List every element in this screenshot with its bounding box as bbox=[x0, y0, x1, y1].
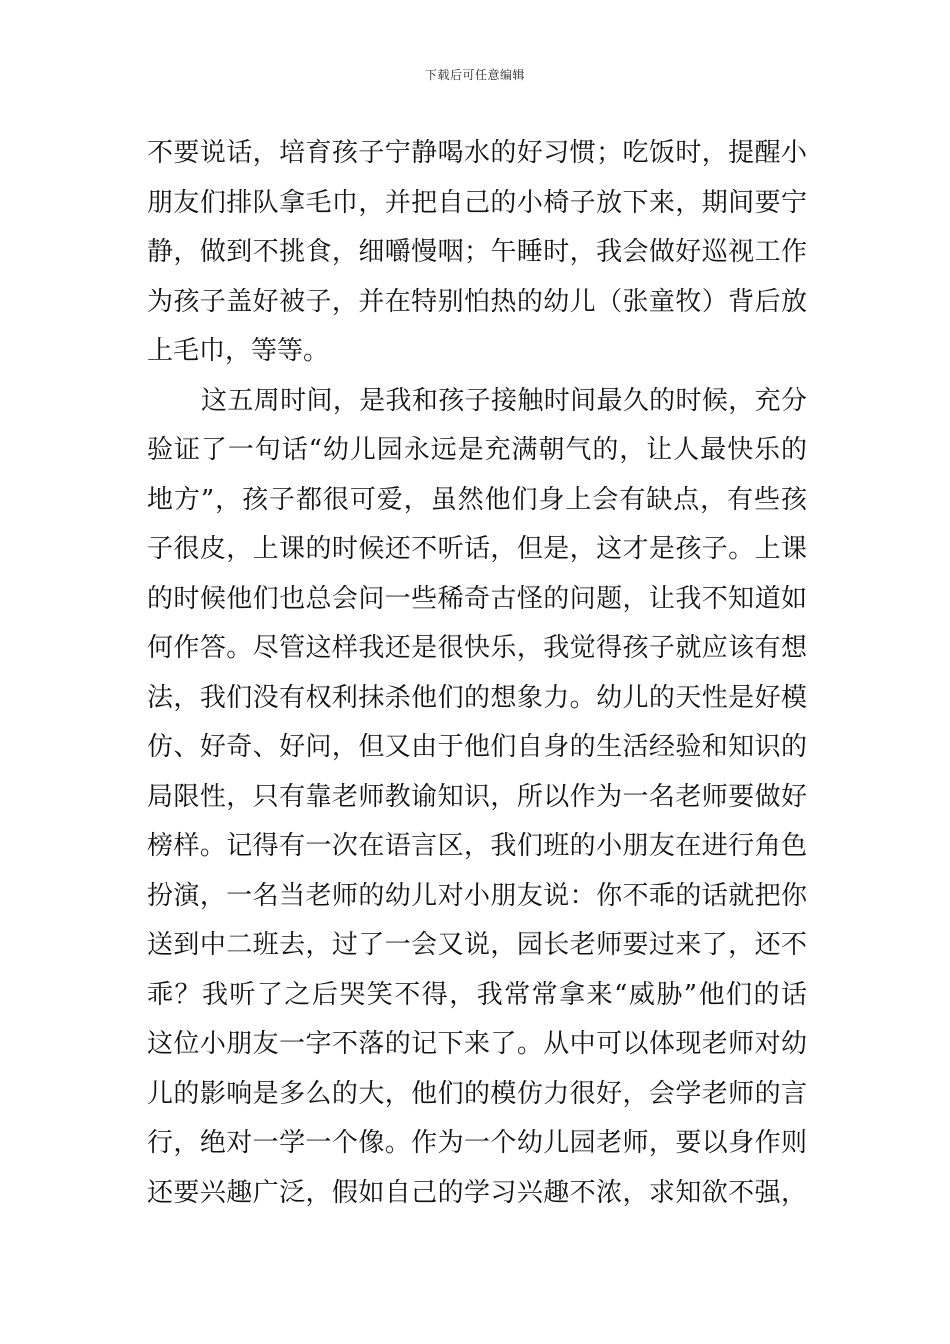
body-text bbox=[147, 129, 807, 1218]
text-line: 仿、好奇、好问，但又由于他们自身的生活经验和知识的 bbox=[147, 732, 807, 762]
text-line: 还要兴趣广泛，假如自己的学习兴趣不浓，求知欲不强， bbox=[147, 1177, 807, 1208]
text-line: 何作答。尽管这样我还是很快乐，我觉得孩子就应该有想 bbox=[147, 633, 807, 663]
text-line: 扮演，一名当老师的幼儿对小朋友说：你不乖的话就把你 bbox=[147, 880, 807, 911]
text-line: 这位小朋友一字不落的记下来了。从中可以体现老师对幼 bbox=[147, 1029, 807, 1059]
text-line: 为孩子盖好被子，并在特别怕热的幼儿（张童牧）背后放 bbox=[147, 286, 807, 317]
text-line: 朋友们排队拿毛巾，并把自己的小椅子放下来，期间要宁 bbox=[147, 187, 807, 218]
text-line: 上毛巾，等等。 bbox=[147, 336, 330, 366]
text-line: 局限性，只有靠老师教谕知识，所以作为一名老师要做好 bbox=[147, 781, 807, 812]
text-line: 地方”，孩子都很可爱，虽然他们身上会有缺点，有些孩 bbox=[147, 484, 807, 515]
text-line: 儿的影响是多么的大，他们的模仿力很好，会学老师的言 bbox=[147, 1078, 807, 1109]
text-line: 验证了一句话“幼儿园永远是充满朝气的，让人最快乐的 bbox=[147, 435, 807, 465]
text-line: 榜样。记得有一次在语言区，我们班的小朋友在进行角色 bbox=[147, 831, 807, 861]
text-line: 子很皮，上课的时候还不听话，但是，这才是孩子。上课 bbox=[147, 534, 807, 564]
text-line: 静，做到不挑食，细嚼慢咽；午睡时，我会做好巡视工作 bbox=[147, 237, 807, 267]
text-line: 的时候他们也总会问一些稀奇古怪的问题，让我不知道如 bbox=[147, 583, 807, 614]
text-line: 送到中二班去，过了一会又说，园长老师要过来了，还不 bbox=[147, 930, 807, 960]
text-line: 不要说话，培育孩子宁静喝水的好习惯；吃饭时，提醒小 bbox=[147, 138, 807, 168]
page-header: 下载后可任意编辑 bbox=[424, 68, 525, 82]
text-line: 行，绝对一学一个像。作为一个幼儿园老师，要以身作则 bbox=[147, 1128, 807, 1158]
paragraph-first-line: 这五周时间，是我和孩子接触时间最久的时候，充分 bbox=[201, 385, 807, 416]
text-line: 法，我们没有权利抹杀他们的想象力。幼儿的天性是好模 bbox=[147, 682, 807, 713]
text-line: 乖？我听了之后哭笑不得，我常常拿来“威胁”他们的话 bbox=[147, 979, 807, 1010]
